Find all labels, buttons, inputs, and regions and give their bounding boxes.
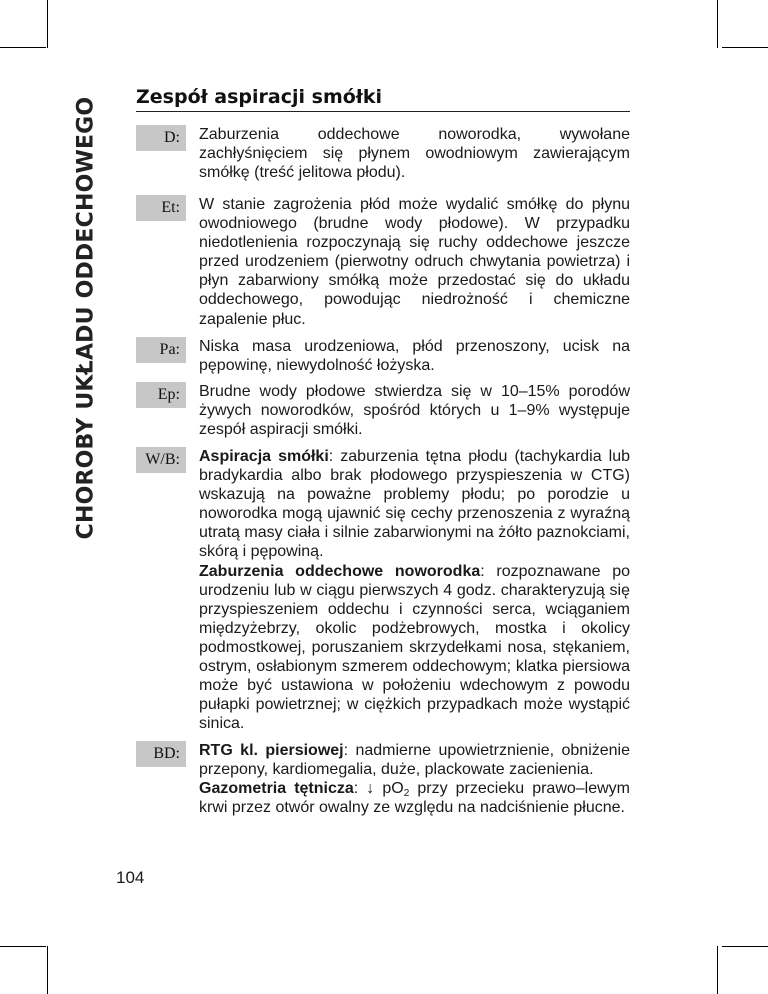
entry-text: : zaburzenia tętna płodu (tachykardia lub bradykardia albo brak płodowego przyspieszenia w CTG) wskazują na poważne problemy płodu; po porodzie u noworodka mogą ujawnić się cechy przenoszenia z wyraźną utratą masy ciała i silnie zabarwionymi na żółto paznokciami, skórą i pępowiną.: [199, 448, 630, 561]
crop-mark: [47, 946, 48, 994]
entry-paragraph: [199, 741, 630, 779]
entry-paragraph: [199, 779, 630, 817]
crop-mark: [717, 0, 718, 48]
entry-epidemiology: [136, 382, 630, 439]
entry-tag: Pa:: [136, 337, 186, 363]
entry-text: Brudne wody płodowe stwierdza się w 10–15% porodów żywych noworodków, spośród których u 1–9% występuje zespół aspiracji smółki.: [199, 383, 630, 439]
entry-tag: W/B:: [136, 447, 186, 473]
crop-mark: [0, 946, 46, 947]
entry-text: Niska masa urodzeniowa, płód przenoszony, ucisk na pępowinę, niewydolność łożyska.: [199, 338, 630, 375]
entry-paragraph: [199, 447, 630, 562]
entry-tag: Et:: [136, 195, 186, 221]
entry-diagnostics: [136, 741, 630, 817]
crop-mark: [722, 946, 768, 947]
entry-symptoms: [136, 447, 630, 733]
crop-mark: [722, 47, 768, 48]
entry-text: : nadmierne upowietrznienie, obniżenie przepony, kardiomegalia, duże, plackowate zacienienia.: [199, 742, 631, 779]
entry-text: W stanie zagrożenia płód może wydalić smółkę do płynu owodniowego (brudne wody płodowe). W przypadku niedotlenienia rozpoczynają się ruchy oddechowe jeszcze przed urodzeniem (pierwotny odruch chwytania powietrza) i płyn zabarwiony smółką może przedostać się do układu oddechowego, powodując niedrożność i chemiczne zapalenie płuc.: [199, 196, 630, 328]
entry-term: Gazometria tętnicza: [199, 780, 354, 798]
crop-mark: [47, 0, 48, 48]
title-divider: [136, 111, 630, 112]
entry-etiology: [136, 195, 630, 329]
entry-text: : ↓ pO: [353, 780, 404, 798]
section-title: Zespół aspiracji smółki: [136, 86, 382, 108]
entry-pathogenesis: [136, 337, 630, 375]
chapter-title: CHOROBY UKŁADU ODDECHOWEGO: [73, 96, 99, 540]
entry-term: RTG kl. piersiowej: [199, 742, 344, 759]
entry-paragraph: [199, 562, 630, 734]
entry-tag: BD:: [136, 741, 186, 767]
entry-term: Aspiracja smółki: [199, 448, 329, 465]
crop-mark: [0, 47, 46, 48]
entry-text: : rozpoznawane po urodzeniu lub w ciągu pierwszych 4 godz. charakteryzują się przyspieszeniem oddechu i czynności serca, wciąganiem międzyżebrzy, okolic podżebrowych, mostka i okolicy podmostkowej, poruszaniem skrzydełkami nosa, stękaniem, ostrym, osłabionym szmerem oddechowym; klatka piersiowa może być ustawiona w położeniu wdechowym z powodu pułapki powietrznej; w ciężkich przypadkach może wystąpić sinica.: [199, 562, 630, 733]
entry-definition: [136, 125, 630, 182]
entry-tag: D:: [136, 125, 186, 151]
page-number: 104: [116, 868, 145, 887]
entry-text: Zaburzenia oddechowe noworodka, wywołane zachłyśnięciem się płynem owodniowym zawierającym smółkę (treść jelitowa płodu).: [199, 126, 630, 182]
crop-mark: [717, 946, 718, 994]
entry-tag: Ep:: [136, 382, 186, 408]
entry-text: przy przecieku prawo–lewym krwi przez otwór owalny ze względu na nadciśnienie płucne.: [199, 780, 631, 817]
entry-term: Zaburzenia oddechowe noworodka: [199, 562, 481, 580]
subscript: 2: [403, 788, 410, 800]
